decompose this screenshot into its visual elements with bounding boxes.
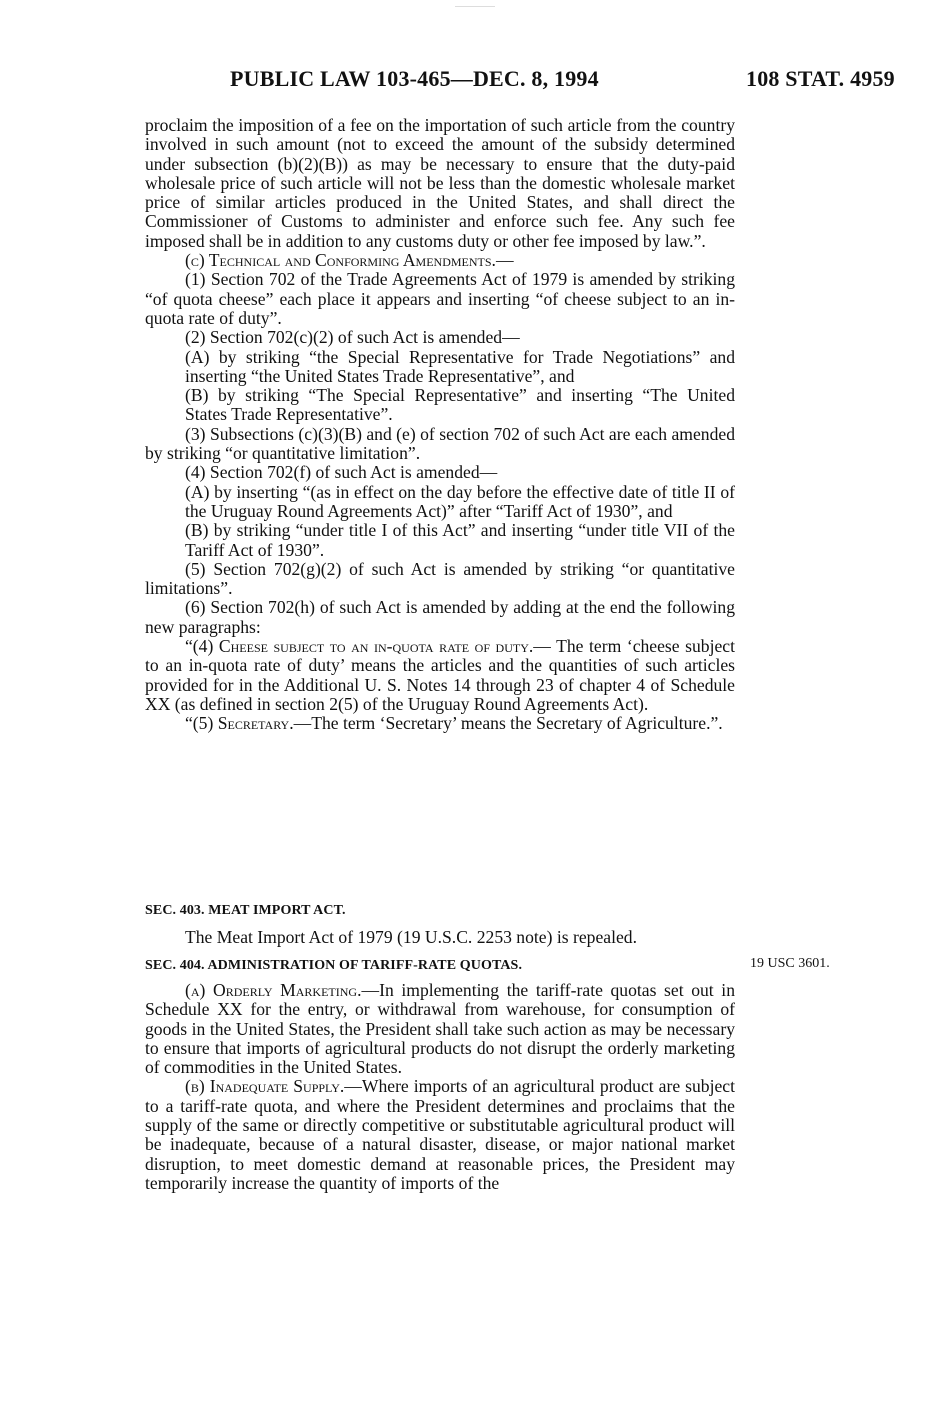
section-403-title: SEC. 403. MEAT IMPORT ACT. <box>145 903 346 918</box>
paragraph-c4-B: (B) by striking “under title I of this Act” and inserting “under title VII of the Tariff Act of 1930”. <box>185 520 735 560</box>
paragraph-c3: (3) Subsections (c)(3)(B) and (e) of section 702 of such Act are each amended by striking “or quantitative limitation”. <box>145 423 735 464</box>
paragraph-continuation: proclaim the imposition of a fee on the importation of such article from the country involved in such amount (not to exceed the amount of the subsidy determined under subsection (b)(2)(B)) as may be necessary to ensure that the duty-paid wholesale price of such article will not be less than the domestic wholesale market price of similar articles produced in the United States, and shall direct the Commissioner of Customs to administer and enforce such fee. Any such fee imposed shall be in addition to any customs duty or other fee imposed by law.”. <box>145 115 735 251</box>
subsection-a: (a) Orderly Marketing.—In implementing the tariff-rate quotas set out in Schedule XX for the entry, or withdrawal from warehouse, for consumption of goods in the United States, the President shall take such action as may be necessary to ensure that imports of agricultural products do not disrupt the orderly marketing of commodities in the United States. <box>145 980 735 1078</box>
top-scan-mark <box>455 6 495 7</box>
section-404-text-block <box>145 981 735 1193</box>
paragraph-c1: (1) Section 702 of the Trade Agreements Act of 1979 is amended by striking “of quota cheese” each place it appears and inserting “of cheese subject to an in-quota rate of duty”. <box>145 269 735 328</box>
quoted-paragraph-5: “(5) Secretary.—The term ‘Secretary’ means the Secretary of Agriculture.”. <box>185 713 723 734</box>
paragraph-c6: (6) Section 702(h) of such Act is amended by adding at the end the following new paragraphs: <box>145 597 735 637</box>
paragraph-c4: (4) Section 702(f) of such Act is amended— <box>185 462 498 483</box>
paragraph-c2-A: (A) by striking “the Special Representative for Trade Negotiations” and inserting “the United States Trade Representative”, and <box>185 346 735 386</box>
margin-citation: 19 USC 3601. <box>750 956 830 971</box>
running-header-right: 108 STAT. 4959 <box>746 66 895 91</box>
section-404-title: SEC. 404. ADMINISTRATION OF TARIFF-RATE QUOTAS. <box>145 958 523 973</box>
paragraph-c2-B: (B) by striking “The Special Representative” and inserting “The United States Trade Representative”. <box>185 385 735 425</box>
subsection-c-heading: (c) Technical and Conforming Amendments.— <box>185 250 514 271</box>
quoted-paragraph-4: “(4) Cheese subject to an in-quota rate of duty.— The term ‘cheese subject to an in-quota rate of duty’ means the articles and the quantities of such articles provided for in the Additional U. S. Notes 14 through 23 of chapter 4 of Schedule XX (as defined in section 2(5) of the Uruguay Round Agreements Act). <box>145 636 735 714</box>
section-403-text: The Meat Import Act of 1979 (19 U.S.C. 2253 note) is repealed. <box>185 927 637 947</box>
running-header-left: PUBLIC LAW 103-465—DEC. 8, 1994 <box>230 66 599 91</box>
body-text-block-1 <box>145 116 735 734</box>
paragraph-c2: (2) Section 702(c)(2) of such Act is amended— <box>185 327 520 348</box>
paragraph-c4-A: (A) by inserting “(as in effect on the day before the effective date of title II of the Uruguay Round Agreements Act)” after “Tariff Act of 1930”, and <box>185 481 735 521</box>
section-403-text-block <box>145 928 735 947</box>
paragraph-c5: (5) Section 702(g)(2) of such Act is amended by striking “or quantitative limitations”. <box>145 558 735 599</box>
subsection-b: (b) Inadequate Supply.—Where imports of an agricultural product are subject to a tariff-rate quota, and where the President determines and proclaims that the supply of the same or directly competitive or substitutable agricultural product will be inadequate, because of a natural disaster, disease, or major national market disruption, to meet domestic demand at reasonable prices, the President may temporarily increase the quantity of imports of the <box>145 1076 735 1193</box>
